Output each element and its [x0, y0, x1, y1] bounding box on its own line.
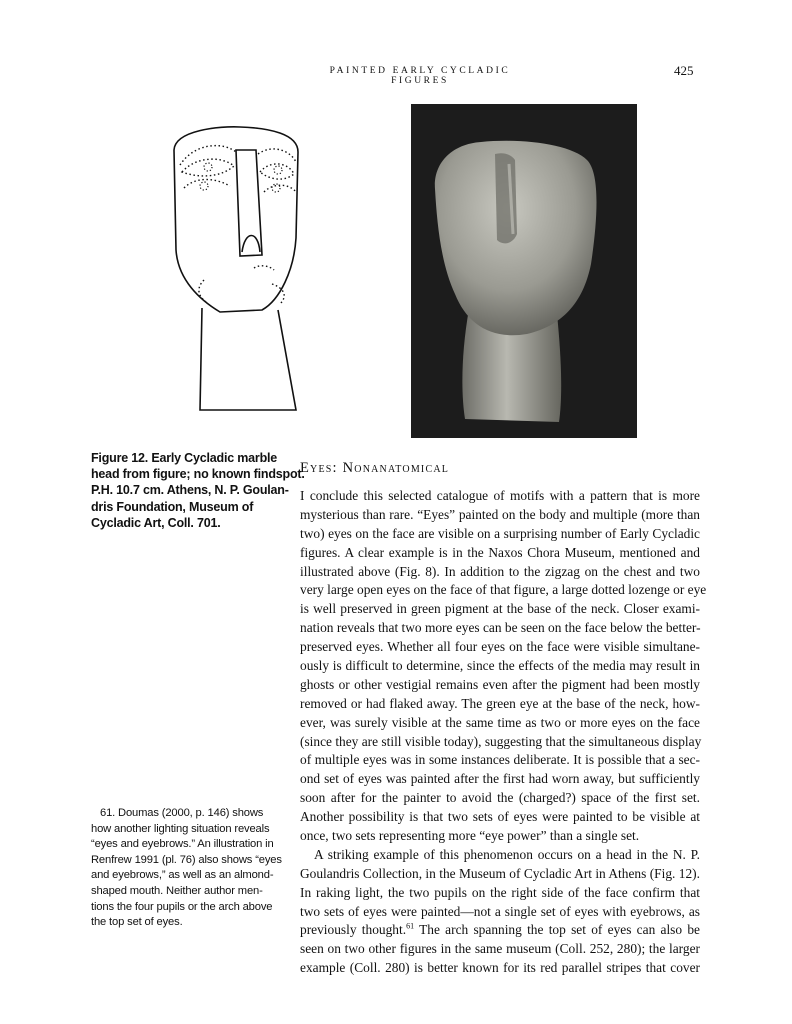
footnote-line: tions the four pupils or the arch above	[91, 900, 273, 913]
text-line-with-note	[300, 921, 700, 940]
footnote-ref[interactable]: 61	[406, 922, 415, 932]
text-line: ond set of eyes was painted after the first had worn away, but sufficiently	[300, 771, 700, 787]
footnote-line: “eyes and eyebrows.” An illustration in	[91, 838, 274, 851]
text-line: In raking light, the two pupils on the right side of the face confirm that	[300, 884, 700, 900]
text-line: Goulandris Collection, in the Museum of Cycladic Art in Athens (Fig. 12).	[300, 865, 700, 881]
text-line: very large open eyes on the face of that figure, a large dotted lozenge or eye	[300, 582, 707, 598]
text-line: preserved eyes. Whether all four eyes on the face were visible simultane-	[300, 639, 700, 655]
right-brow-arch	[258, 149, 296, 162]
figure-line-drawing	[160, 120, 310, 420]
nose-arch	[242, 236, 260, 253]
caption-line: P.H. 10.7 cm. Athens, N. P. Goulan-	[91, 483, 289, 498]
footnote-line: Renfrew 1991 (pl. 76) also shows “eyes	[91, 853, 282, 866]
left-upper-eye	[182, 159, 234, 176]
text-line: ghosts or other vestigial remains even after the pigment had been mostly	[300, 676, 700, 692]
text-line: illustrated above (Fig. 8). In addition to the zigzag on the chest and two	[300, 563, 700, 579]
neck-outline	[200, 308, 296, 410]
section-heading: Eyes: Nonanatomical	[300, 460, 450, 476]
caption-line: head from figure; no known findspot.	[91, 467, 305, 482]
caption-line: Figure 12. Early Cycladic marble	[91, 451, 278, 465]
caption-line: dris Foundation, Museum of	[91, 499, 254, 514]
text-line: two sets of eyes were painted—not a single set of eyes with eyebrows, as	[300, 903, 700, 919]
text-line: ously is difficult to determine, since the effects of the media may result in	[300, 658, 700, 674]
text-line: soon after for the painter to avoid the (charged?) space of the first set.	[300, 790, 700, 806]
text-line: figures. A clear example is in the Naxos Chora Museum, mentioned and	[300, 544, 700, 560]
figure-caption	[91, 450, 305, 531]
text-line: two) eyes on the face are visible on a surprising number of Early Cycladic	[300, 525, 700, 541]
text-line: example (Coll. 280) is better known for its red parallel stripes that cover	[300, 960, 700, 976]
text-line: ever, was surely visible at the same time as two or more eyes on the face	[300, 714, 700, 730]
text-fragment: previously thought.	[300, 922, 407, 938]
left-lower-eye	[184, 180, 230, 189]
footnote-line: how another lighting situation reveals	[91, 822, 270, 835]
footnote-line: and eyebrows,” as well as an almond-	[91, 869, 274, 882]
mouth-mark	[254, 266, 274, 270]
text-line: is well preserved in green pigment at the base of the neck. Closer exami-	[300, 601, 700, 617]
figure-photograph	[411, 104, 637, 438]
text-line: seen on two other figures in the same museum (Coll. 252, 280); the larger	[300, 941, 700, 957]
text-line: nation reveals that two more eyes can be seen on the face below the better-	[300, 620, 701, 636]
text-line: once, two sets representing more “eye power” than a single set.	[300, 828, 640, 844]
text-line: of multiple eyes was in some instances deliberate. It is possible that a sec-	[300, 752, 700, 768]
nose-outline	[236, 150, 262, 256]
left-pupil-lower	[200, 182, 208, 190]
text-line: A striking example of this phenomenon occurs on a head in the N. P.	[314, 846, 700, 862]
right-pupil-upper	[274, 166, 282, 174]
footnote-line: shaped mouth. Neither author men-	[91, 884, 263, 897]
text-line: removed or had flaked away. The green eye at the base of the neck, how-	[300, 695, 700, 711]
text-line: Another possibility is that two sets of eyes were painted to be visible at	[300, 809, 700, 825]
body-text	[300, 487, 707, 978]
text-line: mysterious than rare. “Eyes” painted on the body and multiple (more than	[300, 506, 700, 522]
footnote-line: 61. Doumas (2000, p. 146) shows	[100, 807, 264, 819]
text-line: (since they are still visible today), suggesting that the simultaneous display	[300, 733, 702, 749]
right-upper-eye	[260, 164, 294, 179]
running-head: PAINTED EARLY CYCLADIC FIGURES	[329, 66, 511, 86]
footnote	[91, 806, 282, 931]
left-cheek-mark	[199, 280, 206, 302]
footnote-line: the top set of eyes.	[91, 916, 183, 929]
page-number: 425	[674, 63, 694, 78]
text-line: I conclude this selected catalogue of motifs with a pattern that is more	[300, 488, 700, 503]
left-pupil-upper	[204, 163, 212, 171]
caption-line: Cycladic Art, Coll. 701.	[91, 515, 221, 530]
text-fragment: The arch spanning the top set of eyes can also be	[419, 922, 700, 938]
